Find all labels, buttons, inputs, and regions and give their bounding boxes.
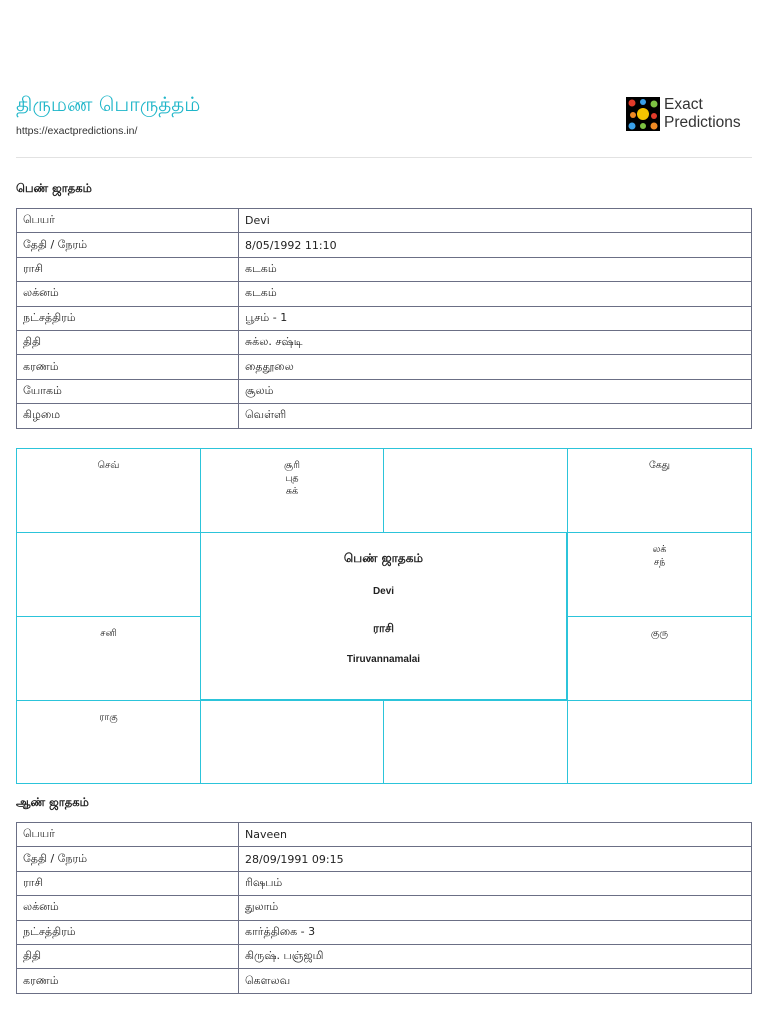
table-row [17,330,752,354]
table-row [17,944,752,968]
chart-center-box [200,532,567,700]
row-value: Devi [239,209,752,233]
house-cell [567,532,752,617]
row-value: கடகம் [239,282,752,306]
house-cell [16,448,201,533]
row-label: யோகம் [17,379,239,403]
table-row [17,257,752,281]
house-cell [16,700,201,784]
planet-label: ராகு [99,712,118,723]
page-title: திருமண பொருத்தம் [16,92,201,116]
row-value: சூலம் [239,379,752,403]
house-cell [16,532,201,617]
chart-center-type: ராசி [373,621,394,635]
row-label: நட்சத்திரம் [17,306,239,330]
row-label: பெயர் [17,209,239,233]
logo-line-1: Exact [664,96,703,113]
row-label: தேதி / நேரம் [17,233,239,257]
row-label: திதி [17,944,239,968]
row-value: Naveen [239,823,752,847]
planet-label: கேது [648,460,671,471]
table-row [17,969,752,993]
house-cell [200,448,384,533]
row-value: வெள்ளி [239,404,752,428]
groom-details-table [16,822,752,994]
row-label: நட்சத்திரம் [17,920,239,944]
row-label: தேதி / நேரம் [17,847,239,871]
table-row [17,871,752,895]
table-row [17,920,752,944]
row-value: 8/05/1992 11:10 [239,233,752,257]
table-row [17,379,752,403]
house-cell [200,700,384,784]
row-label: ராசி [17,871,239,895]
row-value: சுக்ல. சஷ்டி [239,330,752,354]
house-cell [567,448,752,533]
rasi-chart [16,448,752,784]
house-cell [567,616,752,701]
planet-label: புத [285,473,299,484]
row-label: கரணம் [17,355,239,379]
site-url[interactable]: https://exactpredictions.in/ [16,125,138,137]
planet-label: செவ் [97,460,120,471]
row-value: பூசம் - 1 [239,306,752,330]
house-cell [567,700,752,784]
table-row [17,355,752,379]
row-label: கரணம் [17,969,239,993]
logo-line-2: Predictions [664,114,741,131]
row-label: கிழமை [17,404,239,428]
row-label: லக்னம் [17,282,239,306]
row-value: துலாம் [239,896,752,920]
house-cell [383,700,568,784]
logo-text [664,96,741,132]
row-label: திதி [17,330,239,354]
planet-label: லக் [652,544,667,555]
planet-label: சுக் [285,486,299,497]
row-label: ராசி [17,257,239,281]
table-row [17,896,752,920]
chart-center-title: பெண் ஜாதகம் [343,551,424,565]
row-value: 28/09/1991 09:15 [239,847,752,871]
row-label: லக்னம் [17,896,239,920]
bride-details-table [16,208,752,429]
exact-predictions-logo [626,94,752,134]
table-row [17,404,752,428]
planet-label: குரு [650,628,669,639]
house-cell [383,448,568,533]
chart-center-place: Tiruvannamalai [346,654,421,665]
table-row [17,847,752,871]
row-value: கடகம் [239,257,752,281]
planet-label: சந் [653,557,666,568]
row-value: கௌலவ [239,969,752,993]
planet-label: சூரி [284,460,300,471]
bride-section-title: பெண் ஜாதகம் [16,181,92,195]
page-header [16,92,752,158]
row-value: கிருஷ். பஞ்ஜமி [239,944,752,968]
table-row [17,209,752,233]
table-row [17,823,752,847]
row-value: கார்த்திகை - 3 [239,920,752,944]
house-cell [16,616,201,701]
planet-label: சனி [100,628,117,639]
table-row [17,233,752,257]
row-value: ரிஷபம் [239,871,752,895]
chart-center-name: Devi [372,586,395,597]
row-label: பெயர் [17,823,239,847]
planets-logo-icon [626,97,660,131]
groom-section-title: ஆண் ஜாதகம் [16,795,89,809]
row-value: தைதூலை [239,355,752,379]
table-row [17,282,752,306]
table-row [17,306,752,330]
header-divider [16,157,752,158]
